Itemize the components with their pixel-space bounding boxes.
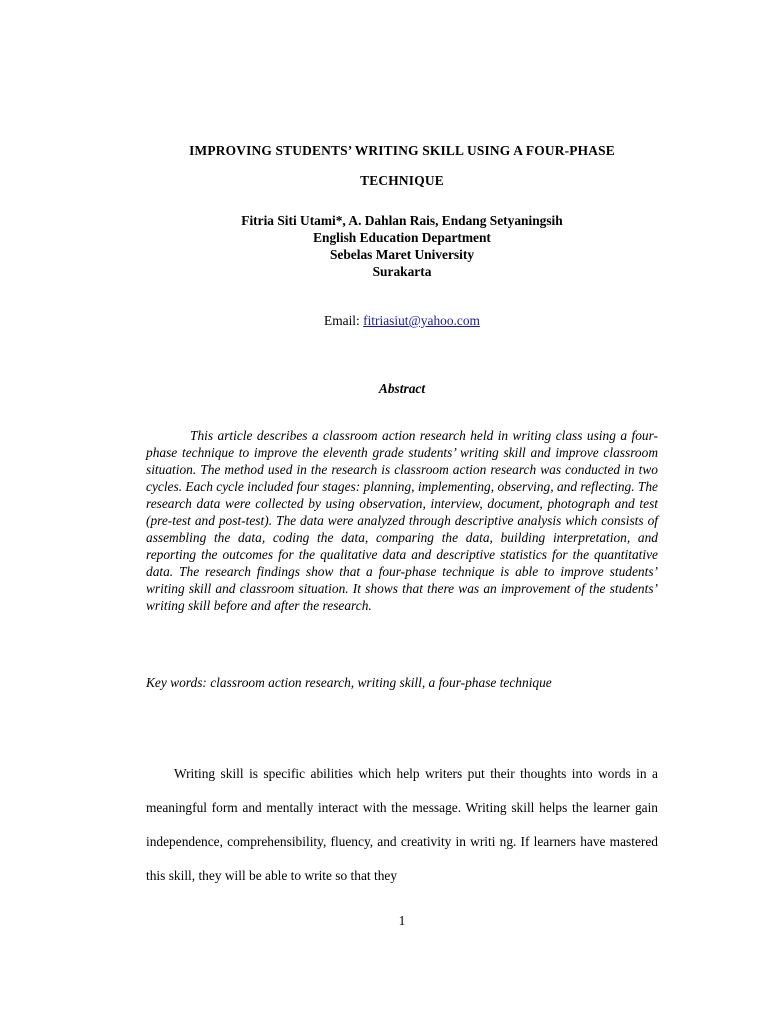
email-label: Email: xyxy=(324,313,364,328)
paper-title xyxy=(120,136,684,196)
page-number: 1 xyxy=(398,913,406,928)
author-university: Sebelas Maret University xyxy=(329,247,475,262)
author-city: Surakarta xyxy=(372,264,432,279)
email-line xyxy=(100,312,704,330)
body-paragraph xyxy=(146,757,658,893)
paper-title-line-1: IMPROVING STUDENTS’ WRITING SKILL USING A FOUR-PHASE xyxy=(189,143,615,158)
abstract-paragraph xyxy=(146,427,658,614)
author-block xyxy=(100,212,704,280)
email-link[interactable]: fitriasiut@yahoo.com xyxy=(363,313,480,328)
abstract-heading: Abstract xyxy=(378,381,426,396)
author-department: English Education Department xyxy=(313,230,491,245)
body-text: Writing skill is specific abilities which help writers put their thoughts into words in a meaningful form and mentally interact with the message. Writing skill helps the learner gain independence, comprehensibility, fluency, and creativity in writi ng. If learners have mastered this skill, they will be able to write so that they xyxy=(146,766,658,883)
author-names: Fitria Siti Utami*, A. Dahlan Rais, Endang Setyaningsih xyxy=(241,213,563,228)
abstract-text: This article describes a classroom action research held in writing class using a four-phase technique to improve the eleventh grade students’ writing skill and improve classroom situation. The method used in the research is classroom action research was conducted in two cycles. Each cycle included four stages: planning, implementing, observing, and reflecting. The research data were collected by using observation, interview, document, photograph and test (pre-test and post-test). The data were analyzed through descriptive analysis which consists of assembling the data, coding the data, comparing the data, building interpretation, and reporting the outcomes for the qualitative data and descriptive statistics for the quantitative data. The research findings show that a four-phase technique is able to improve students’ writing skill and classroom situation. It shows that there was an improvement of the students’ writing skill before and after the research. xyxy=(146,428,658,613)
keywords-line: Key words: classroom action research, writing skill, a four-phase technique xyxy=(146,675,552,690)
paper-title-line-2: TECHNIQUE xyxy=(360,173,444,188)
